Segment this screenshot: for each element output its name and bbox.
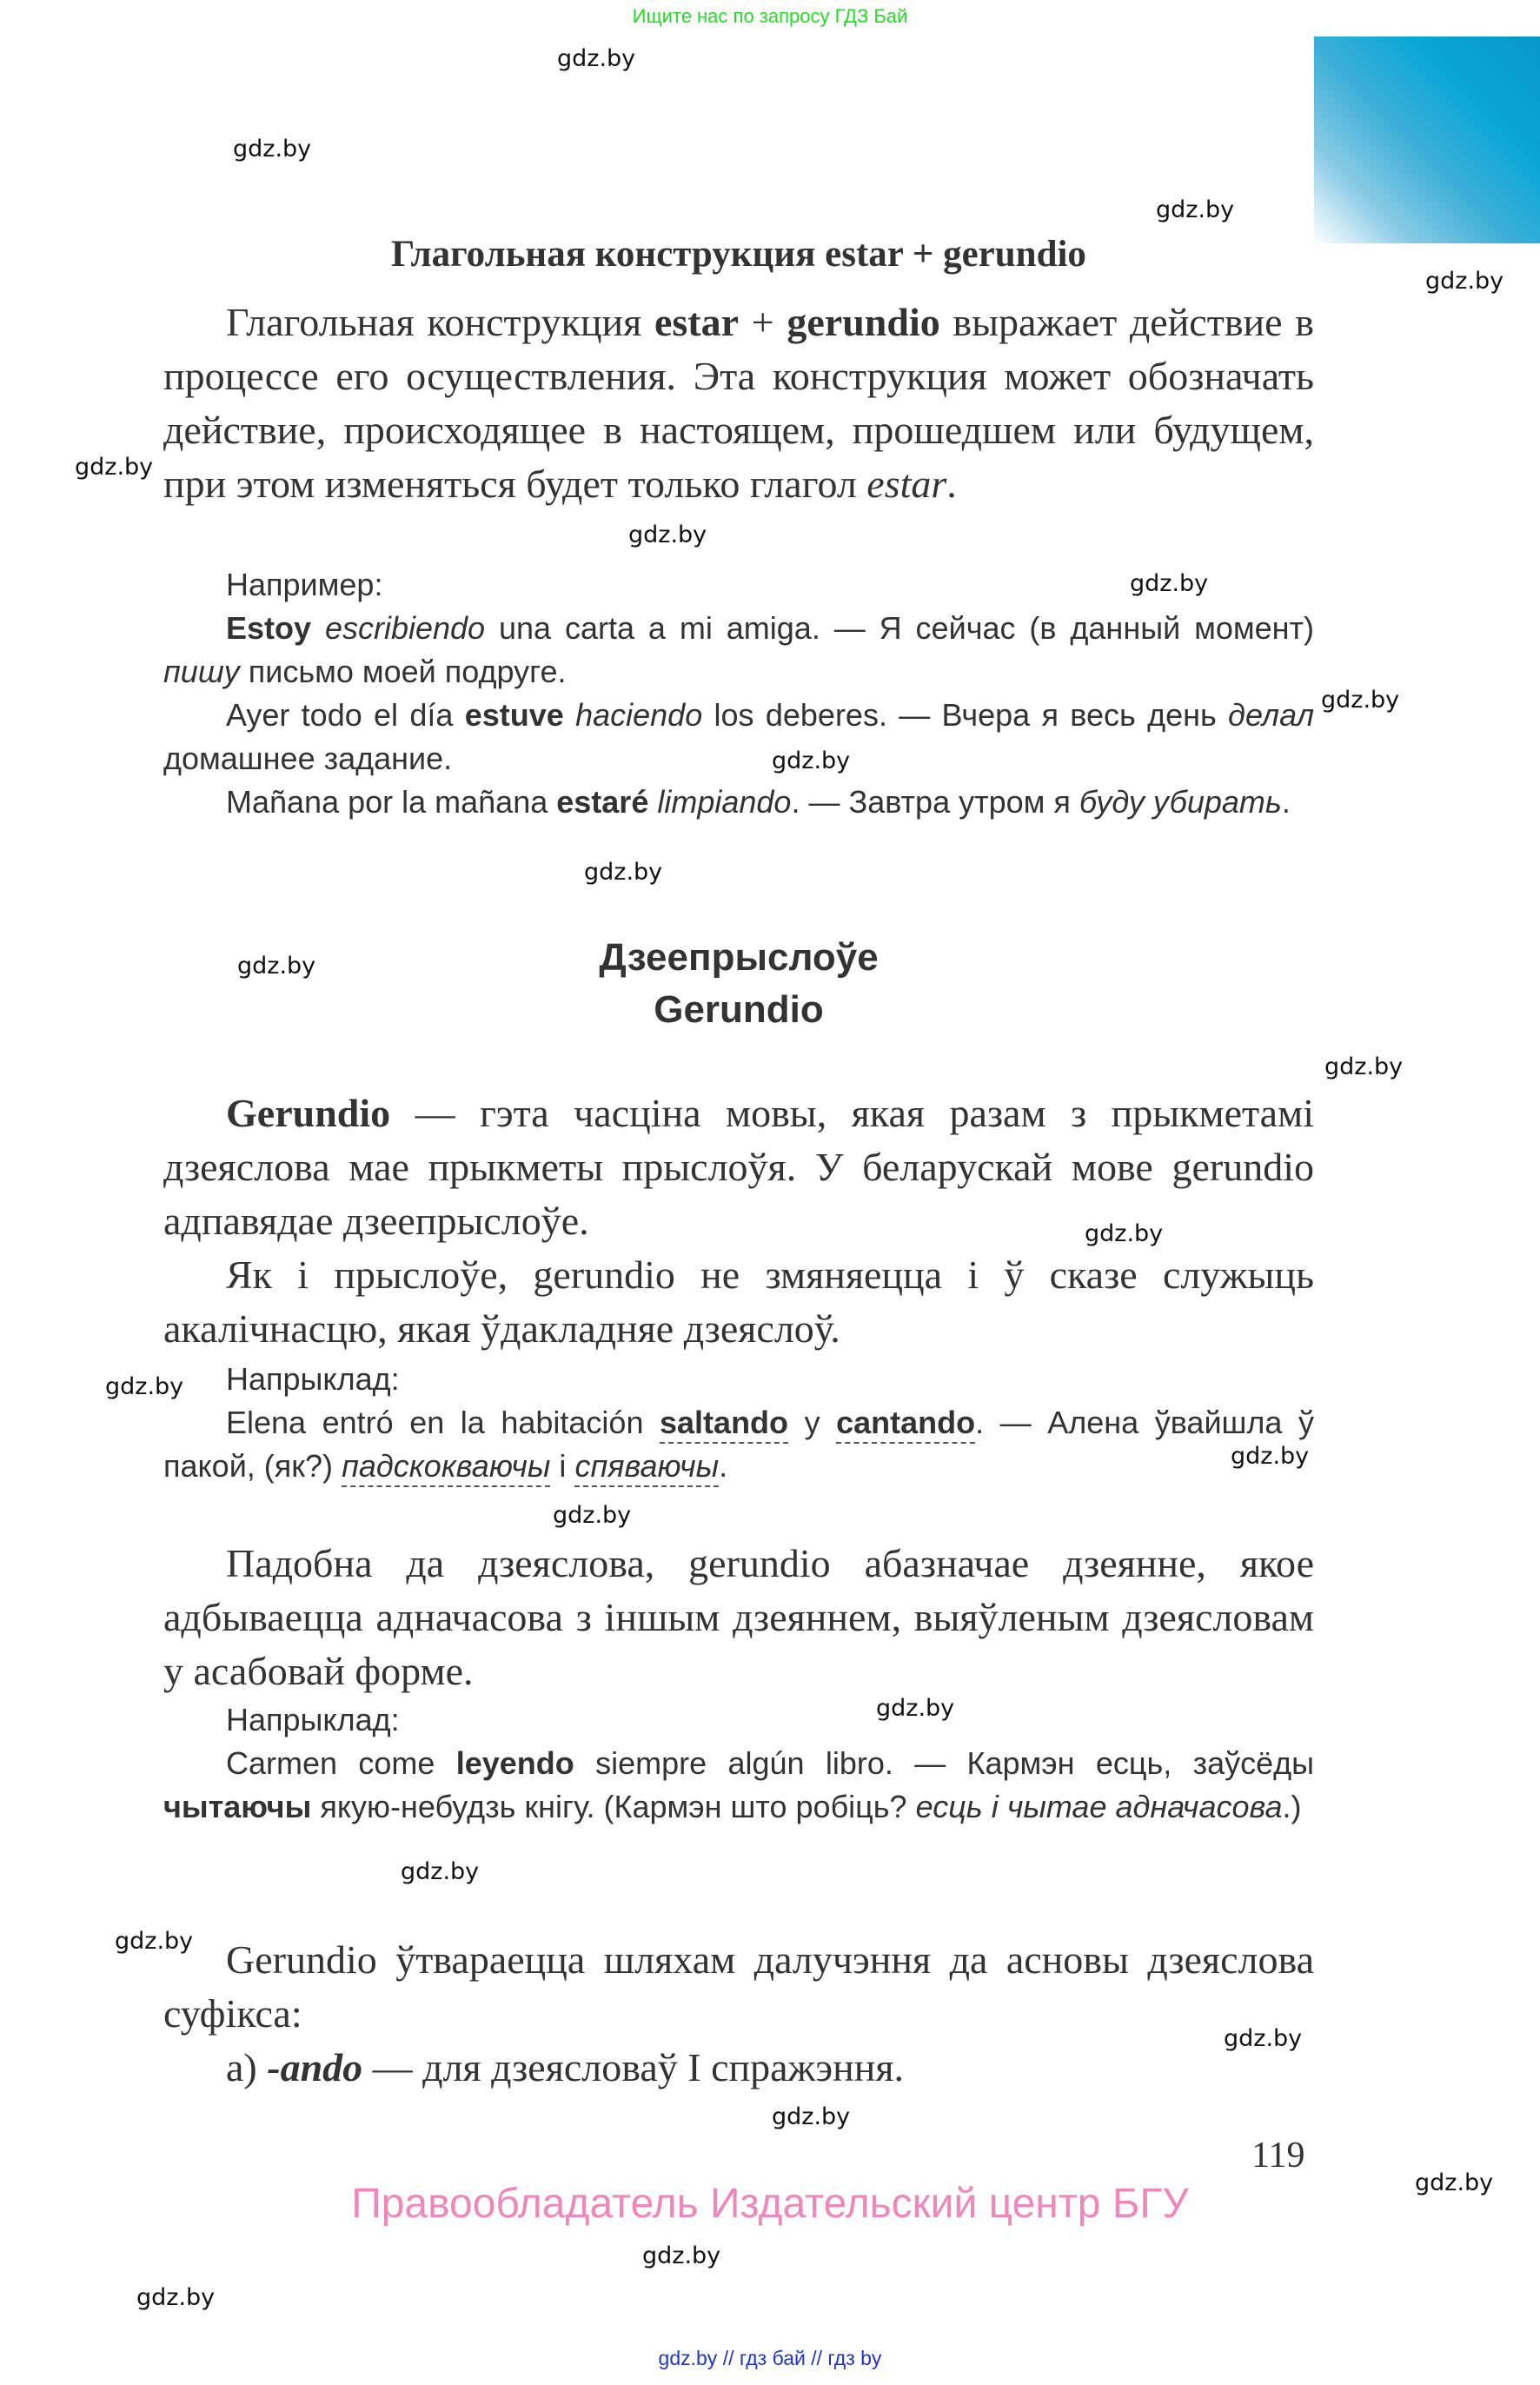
watermark: gdz.by: [237, 953, 316, 980]
page-number: 119: [1251, 2136, 1305, 2176]
watermark: gdz.by: [642, 2242, 721, 2269]
corner-decoration: [1314, 37, 1540, 243]
watermark: gdz.by: [553, 1502, 632, 1529]
watermark: gdz.by: [1425, 268, 1504, 295]
section2-paragraph-1: Gerundio — гэта часціна мовы, якая разам з прыкметамі дзеяслова мае прыкметы прыслоўя. У беларускай мове gerundio адпавядае дзеепрыслоўе.: [163, 1091, 1314, 1243]
watermark: gdz.by: [401, 1858, 480, 1885]
section2-paragraph-2: Як і прыслоўе, gerundio не змяняецца і ў сказе служыць акалічнасцю, якая ўдакладняе дзеяслоў.: [163, 1252, 1314, 1351]
heading-line-spanish: Gerundio: [654, 988, 824, 1031]
watermark: gdz.by: [1231, 1443, 1310, 1470]
watermark: gdz.by: [1130, 570, 1209, 597]
example-sentence: Carmen come leyendo siempre algún libro. — Кармэн есць, заўсёды чытаючы якую-небудзь кнігу. (Кармэн што робіць? есць і чытае адначасова.): [163, 1745, 1314, 1824]
watermark: gdz.by: [1415, 2169, 1494, 2196]
heading-line-belarusian: Дзеепрыслоўе: [599, 936, 879, 979]
watermark: gdz.by: [1324, 1053, 1404, 1080]
watermark: gdz.by: [876, 1695, 955, 1722]
watermark: gdz.by: [557, 45, 636, 72]
section1-paragraph: Глагольная конструкция estar + gerundio выражает действие в процессе его осуществления. Эта конструкция может обозначать действие, происходящее в настоящем, прошедшем или будущем, при этом изменяться будет только глагол estar.: [163, 300, 1314, 506]
footer-links[interactable]: gdz.by // гдз бай // гдз by: [658, 2347, 882, 2369]
watermark: gdz.by: [105, 1373, 184, 1400]
example-sentence: Ayer todo el día estuve haciendo los deberes. — Вчера я весь день делал домашнее задание.: [163, 697, 1314, 776]
watermark: gdz.by: [233, 136, 312, 163]
example-label: Напрыклад:: [226, 1361, 400, 1397]
section2-paragraph-3: Падобна да дзеяслова, gerundio абазначае дзеянне, якое адбываецца адначасова з іншым дзеяннем, выяўленым дзеясловам у асабовай форме.: [163, 1541, 1314, 1693]
example-sentence: Mañana por la mañana estaré limpiando. — Завтра утром я буду убирать.: [226, 784, 1291, 820]
example-sentence: Elena entró en la habitación saltando y cantando. — Алена ўвайшла ў пакой, (як?) падскокваючы і спяваючы.: [163, 1401, 1314, 1488]
watermark: gdz.by: [75, 454, 154, 481]
watermark: gdz.by: [772, 747, 851, 774]
watermark: gdz.by: [772, 2103, 851, 2130]
watermark: gdz.by: [1224, 2025, 1303, 2052]
copyright-notice: Правообладатель Издательский центр БГУ: [351, 2181, 1189, 2227]
watermark: gdz.by: [136, 2284, 216, 2311]
watermark: gdz.by: [584, 859, 663, 886]
watermark: gdz.by: [1085, 1220, 1164, 1247]
top-banner[interactable]: Ищите нас по запросу ГДЗ Бай: [632, 5, 908, 27]
watermark: gdz.by: [115, 1928, 194, 1955]
example-label: Например:: [226, 567, 383, 602]
section2-paragraph-4: Gerundio ўтвараецца шляхам далучэння да асновы дзеяслова суфікса:: [163, 1937, 1314, 2036]
watermark: gdz.by: [1156, 196, 1235, 223]
section-heading-gerundio: [163, 932, 1314, 1036]
suffix-list-item-a: а) -ando — для дзеясловаў I спражэння.: [226, 2045, 904, 2089]
watermark: gdz.by: [628, 522, 707, 548]
section-heading-estar-gerundio: Глагольная конструкция estar + gerundio: [391, 234, 1086, 275]
example-sentence: Estoy escribiendo una carta a mi amiga. — Я сейчас (в данный момент) пишу письмо моей подруге.: [163, 610, 1314, 689]
example-label: Напрыклад:: [226, 1702, 400, 1737]
watermark: gdz.by: [1321, 687, 1400, 714]
